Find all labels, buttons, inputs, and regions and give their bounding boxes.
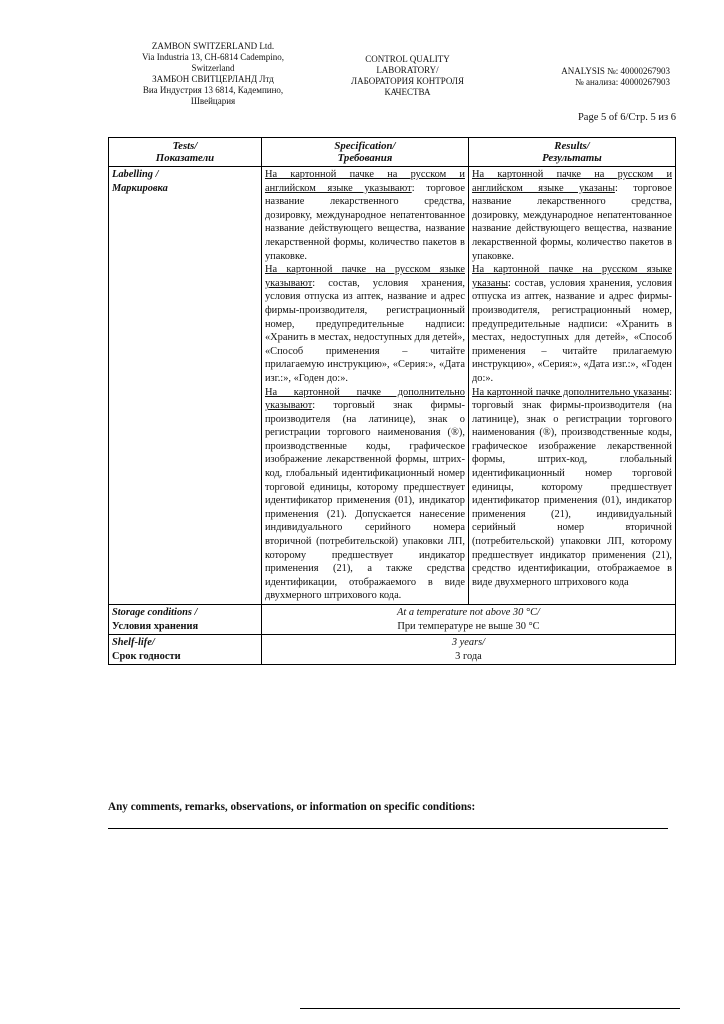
result-paragraph: На картонной пачке на русском и английском языке указаны: торговое название лекарственного средства, дозировку, международное непатентованное название действующего вещества, название лекарственной формы, количество пакетов в упаковке.	[471, 169, 672, 262]
footer-divider	[300, 1008, 680, 1009]
labelling-specification	[261, 167, 468, 605]
test-name-en: Labelling /	[112, 169, 159, 180]
analysis-line: № анализа: 40000267903	[575, 77, 670, 87]
test-name-shelf-life	[109, 635, 262, 665]
page-number: Page 5 of 6/Стр. 5 из 6	[577, 112, 676, 123]
company-line: Виа Индустрия 13 6814, Кадемпино,	[142, 85, 284, 95]
storage-value	[261, 605, 675, 635]
header-results	[468, 138, 675, 167]
table-row	[109, 167, 676, 605]
analysis-line: ANALYSIS №: 40000267903	[561, 66, 670, 76]
spec-paragraph: На картонной пачке на русском и английском языке указывают: торговое название лекарственного средства, дозировку, международное непатентованное название действующего вещества, название лекарственной формы, количество пакетов в упаковке.	[264, 169, 465, 262]
table-header-row	[109, 138, 676, 167]
header-tests-ru: Показатели	[155, 152, 215, 164]
shelf-life-value	[261, 635, 675, 665]
header-spec-en: Specification/	[334, 140, 396, 152]
header-specification	[261, 138, 468, 167]
company-line: Via Industria 13, CH-6814 Cadempino,	[142, 52, 284, 62]
test-name-ru: Срок годности	[112, 650, 181, 662]
comments-label: Any comments, remarks, observations, or information on specific conditions:	[108, 801, 476, 813]
company-line: Switzerland	[191, 63, 235, 73]
storage-value-en: At a temperature not above 30 °C/	[397, 607, 540, 618]
test-name-labelling	[109, 167, 262, 605]
shelf-life-value-en: 3 years/	[451, 637, 486, 649]
company-line: ZAMBON SWITZERLAND Ltd.	[151, 41, 275, 51]
lab-line: LABORATORY/	[376, 65, 439, 75]
test-name-ru: Маркировка	[112, 182, 168, 194]
test-name-en: Shelf-life/	[112, 637, 155, 649]
result-paragraph: На картонной пачке дополнительно указаны: торговый знак фирмы-производителя (на латинице), знак о регистрации торгового наименования (®), производственные коды, графическое изображение лекарственной формы, штрих-код, глобальный идентификационный номер торговой единицы, которому предшествует идентификатор применения (01), индикатор применения (21), индивидуальный серийный номер вторичной (потребительской) упаковки ЛП, которому предшествует индикатор применения (21), средство идентификации, отображаемое в виде двухмерного штрихового кода	[471, 386, 672, 588]
table-row	[109, 635, 676, 665]
spec-paragraph: На картонной пачке дополнительно указывают: торговый знак фирмы-производителя (на латинице), знак о регистрации торгового наименования (®), производственные коды, графическое изображение лекарственной формы, штрих-код, глобальный идентификационный номер торговой единицы, которому предшествует идентификатор применения (01), индикатор применения (21). Допускается нанесение индивидуального серийного номера вторичной (потребительской) упаковки ЛП, которому предшествует индикатор применения (21), а также средства идентификации, отображаемого в виде двухмерного штрихового кода.	[264, 386, 465, 602]
lab-line: КАЧЕСТВА	[384, 87, 431, 97]
storage-value-ru: При температуре не выше 30 °C	[397, 620, 540, 632]
test-results-table	[108, 137, 676, 665]
shelf-life-value-ru: 3 года	[455, 650, 482, 662]
lab-line: CONTROL QUALITY	[365, 54, 450, 64]
header-tests-en: Tests/	[172, 140, 198, 152]
company-line: ЗАМБОН СВИТЦЕРЛАНД Лтд	[152, 74, 274, 84]
test-name-storage	[109, 605, 262, 635]
header-results-ru: Результаты	[542, 152, 602, 164]
header-spec-ru: Требования	[337, 152, 393, 164]
result-paragraph: На картонной пачке на русском языке указаны: состав, условия хранения, условия отпуска из аптек, название и адрес фирмы-производителя, регистрационный номер, предупредительные надписи: «Хранить в местах, недоступных для детей», «Способ применения – читайте прилагаемую инструкцию», «Серия:», «Дата изг.:», «Годен до:».	[471, 264, 672, 384]
header-tests	[109, 138, 262, 167]
lab-line: ЛАБОРАТОРИЯ КОНТРОЛЯ	[351, 76, 464, 86]
lab-title	[335, 54, 480, 98]
test-name-ru: Условия хранения	[112, 620, 199, 632]
analysis-number	[510, 66, 670, 88]
test-name-en: Storage conditions /	[112, 607, 198, 618]
spec-paragraph: На картонной пачке на русском языке указывают: состав, условия хранения, условия отпуска из аптек, название и адрес фирмы-производителя, регистрационный номер, предупредительные надписи: «Хранить в местах, недоступных для детей», «Способ применения – читайте прилагаемую инструкцию», «Серия:», «Дата изг.:», «Годен до:».	[264, 264, 465, 384]
comments-line	[108, 828, 668, 829]
table-row	[109, 605, 676, 635]
company-line: Швейцария	[190, 96, 236, 106]
labelling-result	[468, 167, 675, 605]
company-address	[128, 41, 298, 107]
header-results-en: Results/	[554, 140, 590, 152]
